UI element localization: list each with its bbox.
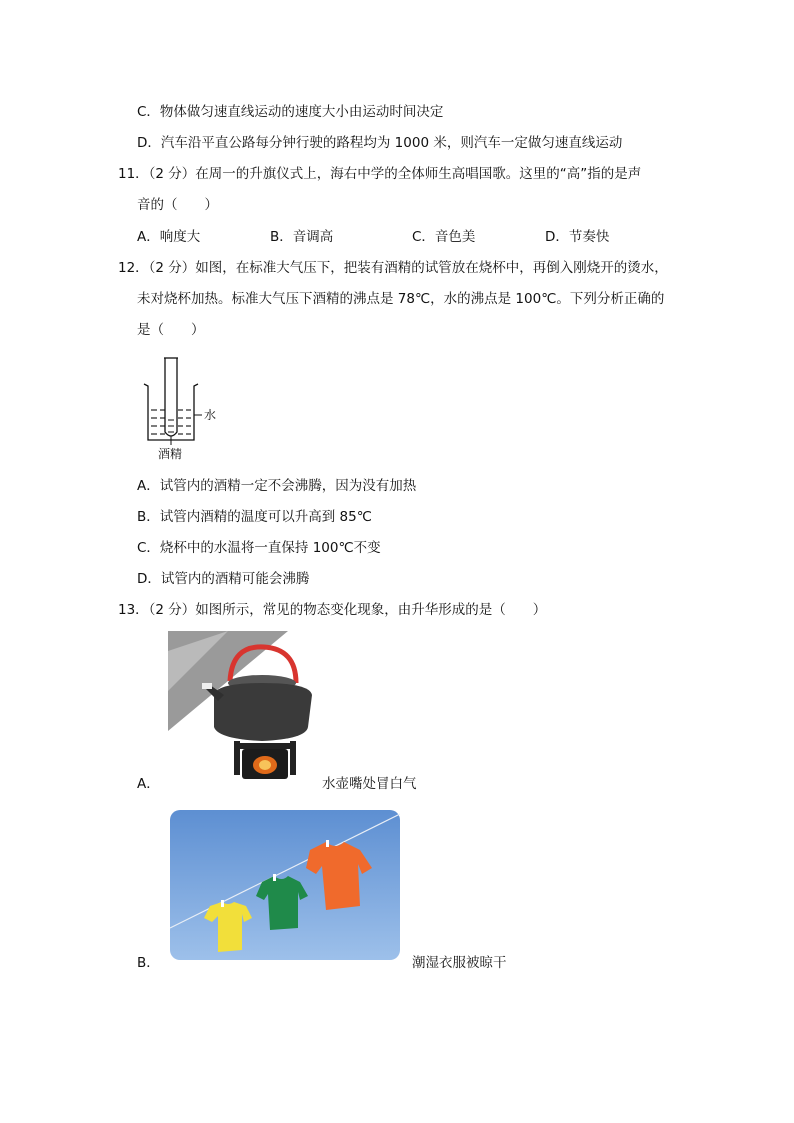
- q12-figure: [140, 354, 230, 462]
- q12-option-a: A．试管内的酒精一定不会沸腾，因为没有加热: [137, 478, 417, 494]
- q13-stem-line1: 13．（2 分）如图所示，常见的物态变化现象，由升华形成的是（ ）: [118, 602, 547, 618]
- q13-option-a-image: [168, 631, 318, 791]
- q12-stem-line3: 是（ ）: [137, 322, 205, 338]
- q13-option-b-letter: B．: [137, 955, 160, 971]
- drying-clothes-photo: [170, 810, 400, 960]
- q10-option-d: D．汽车沿平直公路每分钟行驶的路程均为 1000 米，则汽车一定做匀速直线运动: [137, 135, 623, 151]
- q12-option-d: D．试管内的酒精可能会沸腾: [137, 571, 310, 587]
- q13-option-b-caption: 潮湿衣服被晾干: [412, 955, 507, 971]
- alcohol-label: 酒精: [158, 447, 183, 461]
- water-label: 水: [204, 408, 217, 422]
- q13-option-b-image: [170, 810, 400, 960]
- q13-option-a-caption: 水壶嘴处冒白气: [322, 776, 417, 792]
- q11-option-b: B．音调高: [270, 229, 334, 245]
- q13-option-a-letter: A．: [137, 776, 160, 792]
- kettle-steam-photo: [168, 631, 318, 791]
- q12-stem-line1: 12．（2 分）如图，在标准大气压下，把装有酒精的试管放在烧杯中，再倒入刚烧开的烫水，: [118, 260, 668, 276]
- beaker-test-tube-diagram: [140, 354, 230, 462]
- q11-option-d: D．节奏快: [545, 229, 610, 245]
- q12-option-b: B．试管内酒精的温度可以升高到 85℃: [137, 509, 372, 525]
- q12-stem-line2: 未对烧杯加热。标准大气压下酒精的沸点是 78℃，水的沸点是 100℃。下列分析正确的: [137, 291, 665, 307]
- q11-stem-line1: 11．（2 分）在周一的升旗仪式上，海右中学的全体师生高唱国歌。这里的“高”指的是声: [118, 166, 642, 182]
- q10-option-c: C．物体做匀速直线运动的速度大小由运动时间决定: [137, 104, 444, 120]
- q11-option-a: A．响度大: [137, 229, 201, 245]
- q11-option-c: C．音色美: [412, 229, 476, 245]
- q12-option-c: C．烧杯中的水温将一直保持 100℃不变: [137, 540, 381, 556]
- q11-stem-line2: 音的（ ）: [137, 197, 218, 213]
